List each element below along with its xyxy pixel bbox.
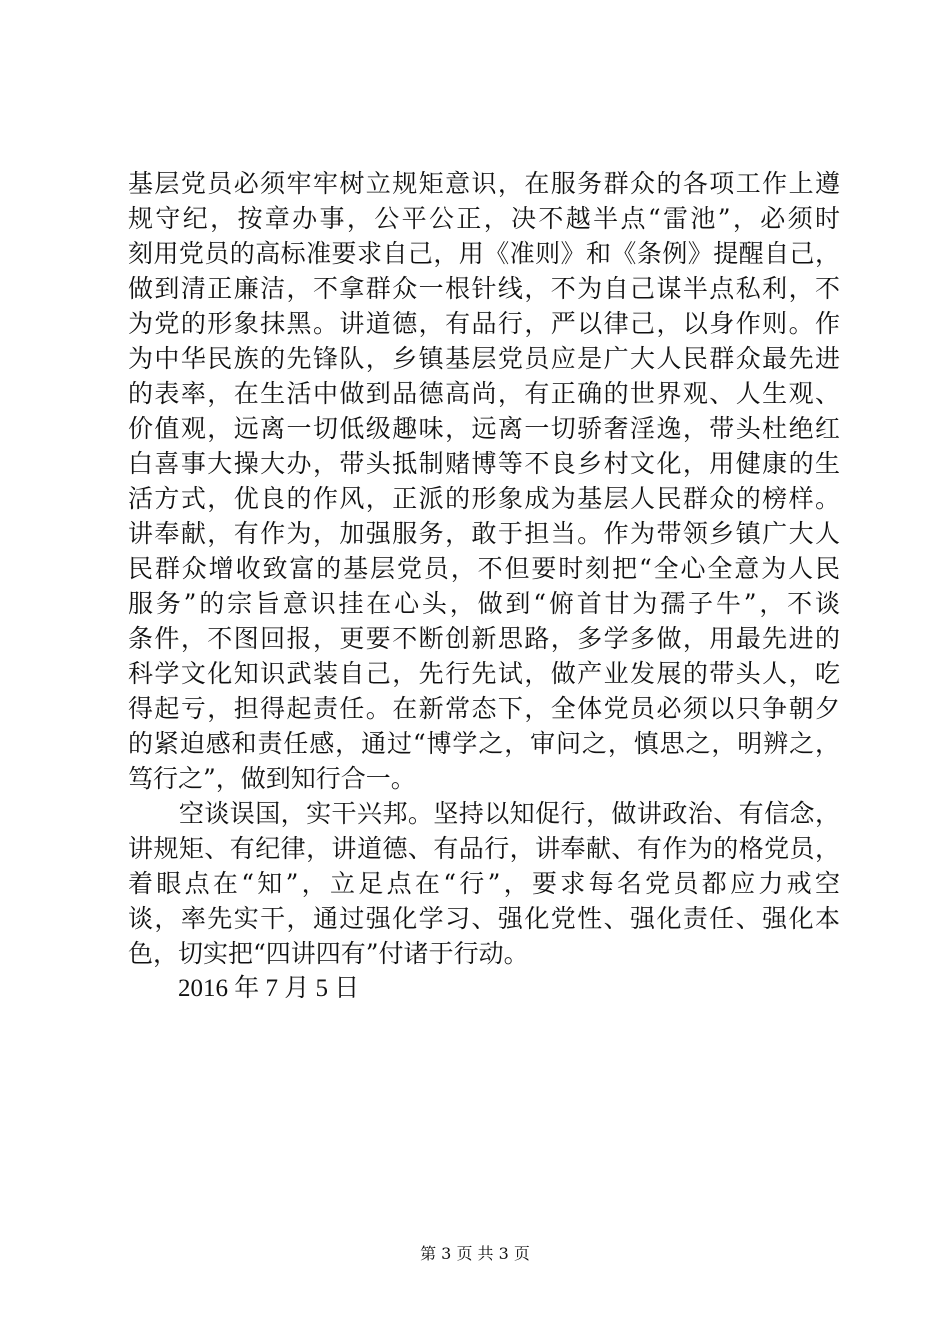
text-line: 民群众增收致富的基层党员，不但要时刻把“全心全意为人民: [128, 554, 840, 583]
text-line: 服务”的宗旨意识挂在心头，做到“俯首甘为孺子牛”，不谈: [128, 589, 840, 618]
text-line: 的紧迫感和责任感，通过“博学之，审问之，慎思之，明辨之，: [128, 729, 840, 758]
text-line: 色，切实把“四讲四有”付诸于行动。: [128, 939, 529, 968]
text-line: 着眼点在“知”，立足点在“行”，要求每名党员都应力戒空: [128, 869, 840, 898]
text-line: 的表率，在生活中做到品德高尚，有正确的世界观、人生观、: [128, 379, 840, 408]
text-line: 谈，率先实干，通过强化学习、强化党性、强化责任、强化本: [128, 904, 840, 933]
text-line: 为党的形象抹黑。讲道德，有品行，严以律己，以身作则。作: [128, 309, 840, 338]
text-line: 笃行之”，做到知行合一。: [128, 764, 416, 793]
paragraph-1: [128, 166, 840, 796]
text-line: 活方式，优良的作风，正派的形象成为基层人民群众的榜样。: [128, 484, 840, 513]
text-line: 为中华民族的先锋队，乡镇基层党员应是广大人民群众最先进: [128, 344, 840, 373]
text-line: 做到清正廉洁，不拿群众一根针线，不为自己谋半点私利，不: [128, 274, 840, 303]
text-line: 白喜事大操大办，带头抵制赌博等不良乡村文化，用健康的生: [128, 449, 840, 478]
text-line: 讲规矩、有纪律，讲道德、有品行，讲奉献、有作为的格党员，: [128, 834, 840, 863]
document-date: 2016 年 7 月 5 日: [178, 975, 360, 1002]
text-line: 得起亏，担得起责任。在新常态下，全体党员必须以只争朝夕: [128, 694, 840, 723]
text-line: 条件，不图回报，更要不断创新思路，多学多做，用最先进的: [128, 624, 840, 653]
page-number: 第 3 页 共 3 页: [420, 1244, 530, 1263]
text-line: 刻用党员的高标准要求自己，用《准则》和《条例》提醒自己，: [128, 239, 840, 268]
text-line: 空谈误国，实干兴邦。坚持以知促行，做讲政治、有信念，: [128, 799, 840, 828]
text-line: 价值观，远离一切低级趣味，远离一切骄奢淫逸，带头杜绝红: [128, 414, 840, 443]
text-line: 讲奉献，有作为，加强服务，敢于担当。作为带领乡镇广大人: [128, 519, 840, 548]
text-line: 规守纪，按章办事，公平公正，决不越半点“雷池”，必须时: [128, 204, 840, 233]
paragraph-2: [128, 796, 840, 971]
text-line: 科学文化知识武装自己，先行先试，做产业发展的带头人，吃: [128, 659, 840, 688]
document-body: [128, 166, 840, 1006]
page-footer: [0, 1244, 950, 1264]
text-line: 基层党员必须牢牢树立规矩意识，在服务群众的各项工作上遵: [128, 169, 840, 198]
